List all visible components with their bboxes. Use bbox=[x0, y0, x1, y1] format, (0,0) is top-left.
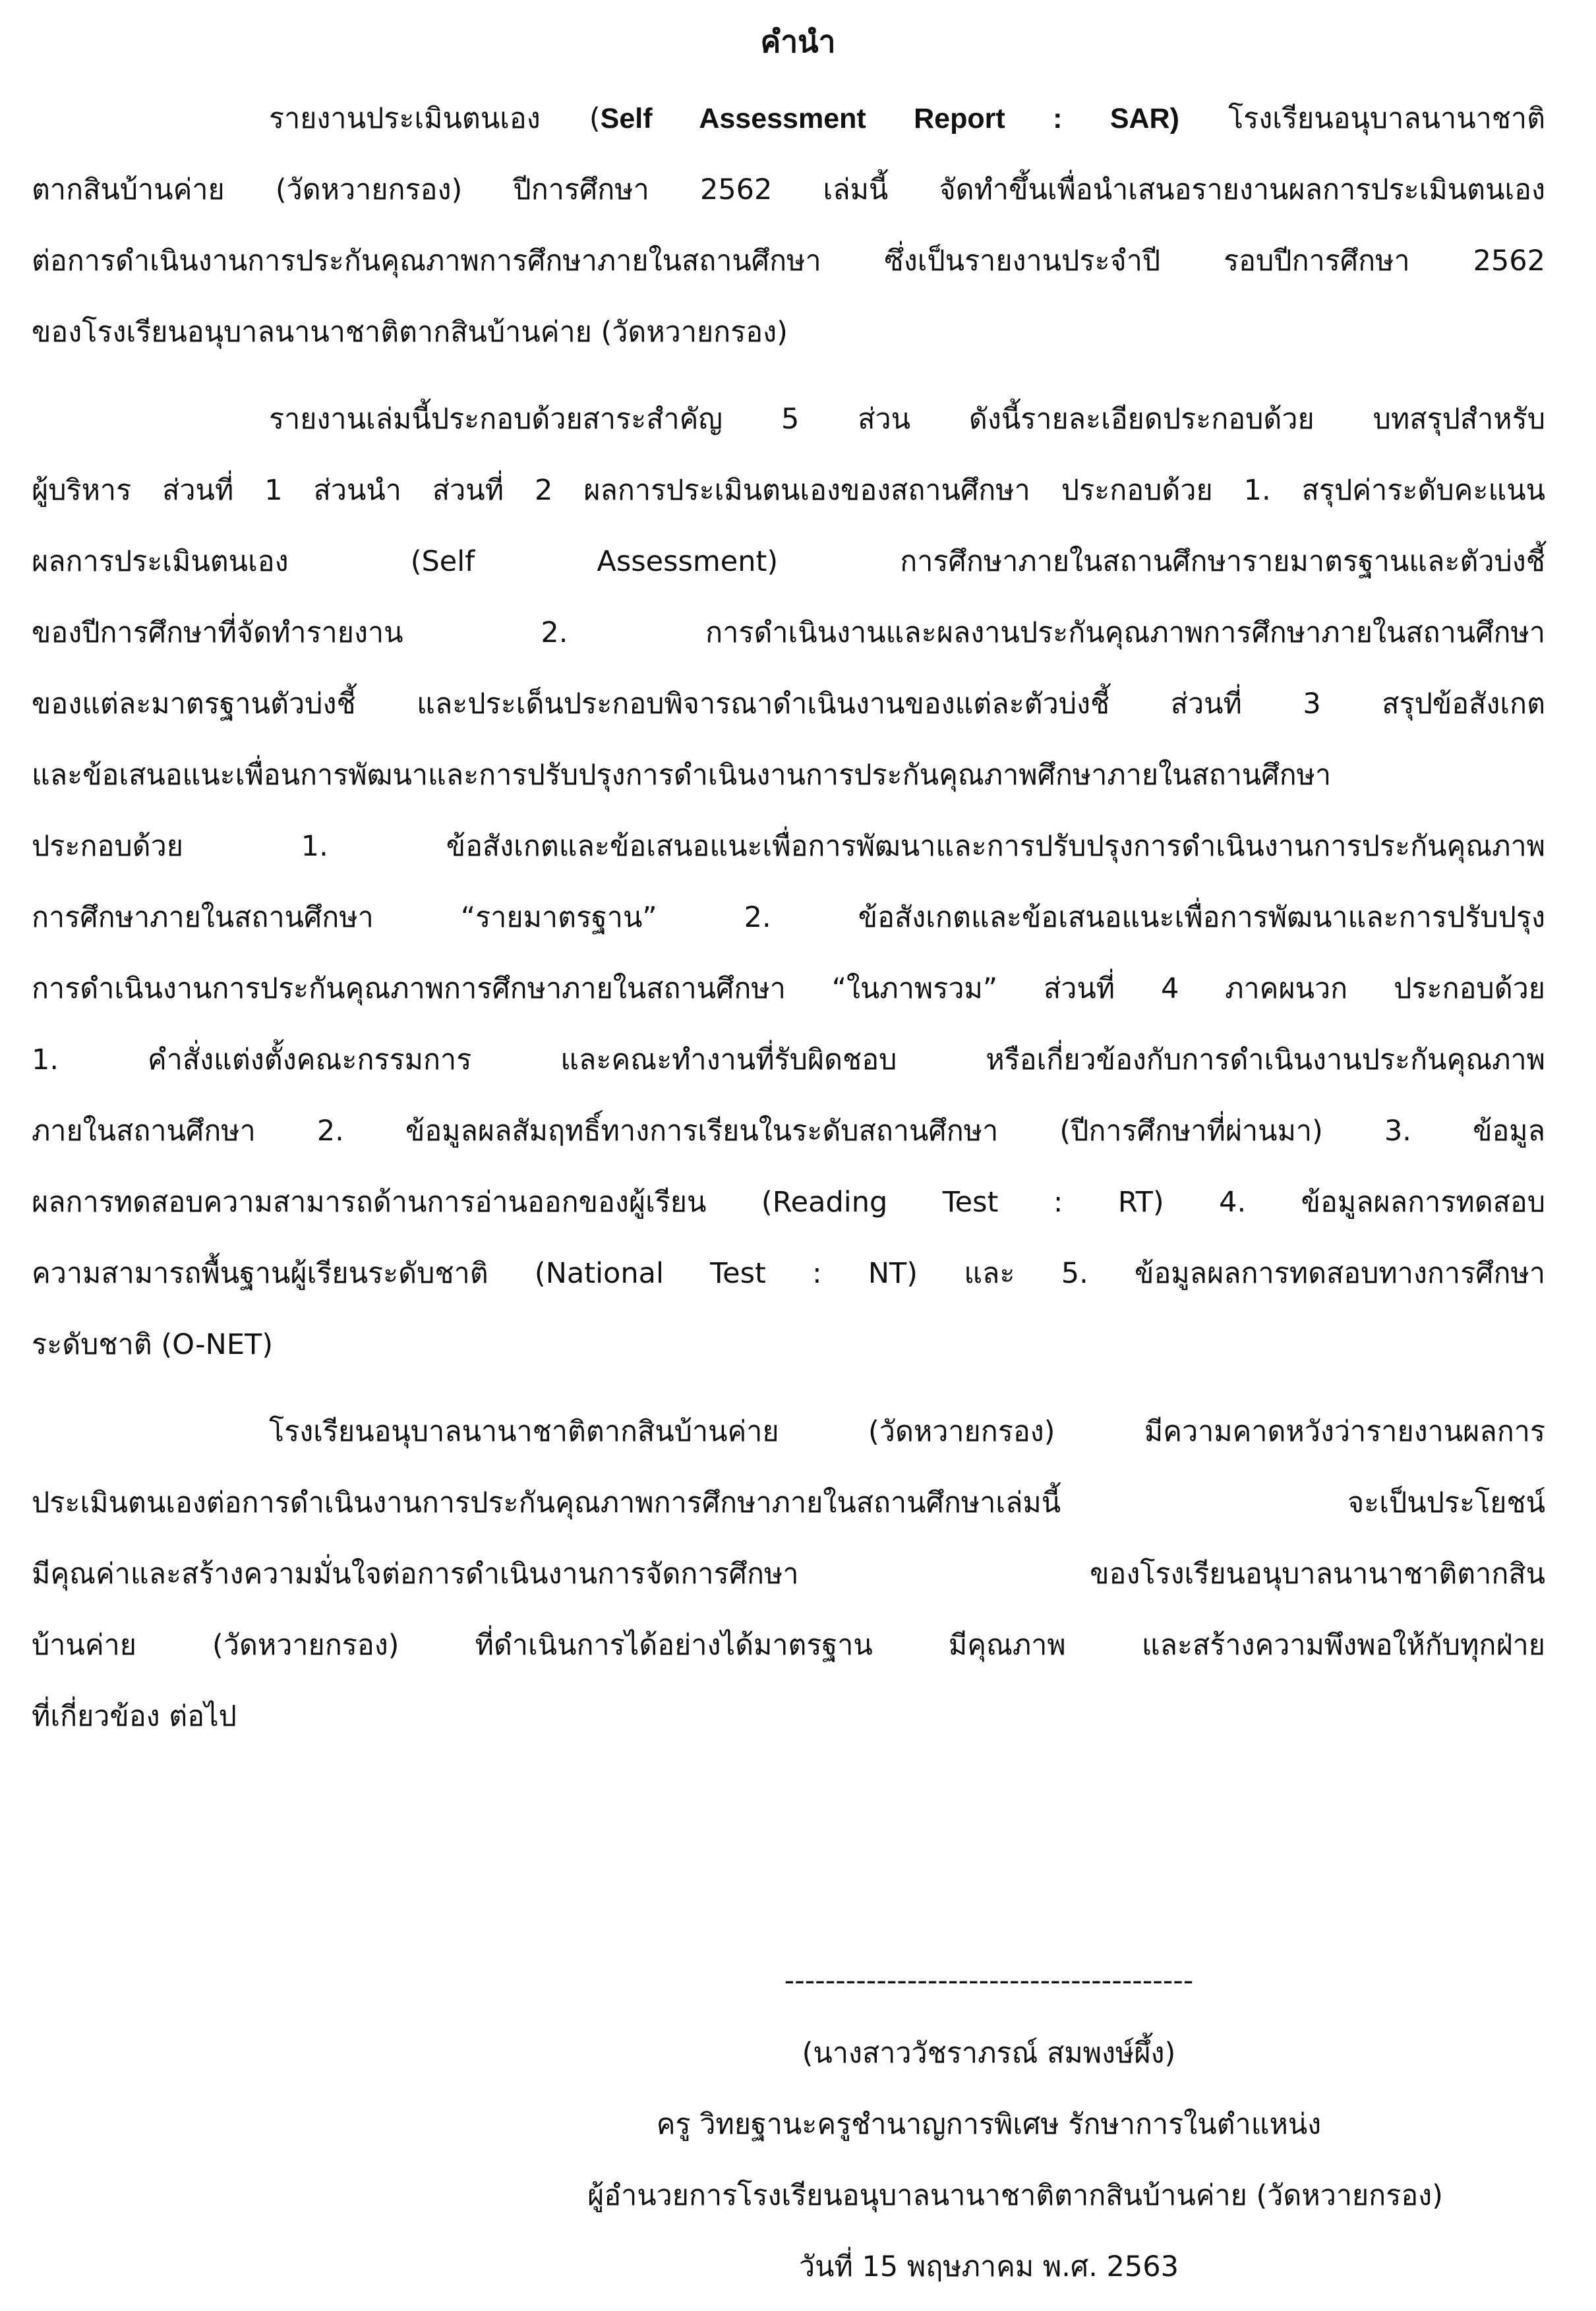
paragraph-2-line-12: ผลการทดสอบความสามารถด้านการอ่านออกของผู้เรียน (Reading Test : RT) 4. ข้อมูลผลการทดสอบ bbox=[32, 1186, 1545, 1219]
paragraph-2-line-4: ของปีการศึกษาที่จัดทำรายงาน 2. การดำเนินงานและผลงานประกันคุณภาพการศึกษาภายในสถานศึกษา bbox=[32, 616, 1545, 649]
signer-role: ผู้อำนวยการโรงเรียนอนุบาลนานาชาติตากสินบ้านค่าย (วัดหวายกรอง) bbox=[587, 2179, 1443, 2212]
signer-position: ครู วิทยฐานะครูชำนาญการพิเศษ รักษาการในตำแหน่ง bbox=[656, 2108, 1322, 2141]
paragraph-2-line-6: และข้อเสนอแนะเพื่อนการพัฒนาและการปรับปรุงการดำเนินงานการประกันคุณภาพศึกษาภายในสถานศึกษา bbox=[32, 759, 1332, 792]
paragraph-2-line-11: ภายในสถานศึกษา 2. ข้อมูลผลสัมฤทธิ์ทางการเรียนในระดับสถานศึกษา (ปีการศึกษาที่ผ่านมา) 3. ข้อมูล bbox=[32, 1115, 1545, 1148]
paragraph-2-line-13: ความสามารถพื้นฐานผู้เรียนระดับชาติ (National Test : NT) และ 5. ข้อมูลผลการทดสอบทางการศึกษา bbox=[32, 1257, 1545, 1290]
paragraph-2-line-10: 1. คำสั่งแต่งตั้งคณะกรรมการ และคณะทำงานที่รับผิดชอบ หรือเกี่ยวข้องกับการดำเนินงานประกันคุณภาพ bbox=[32, 1043, 1545, 1076]
paragraph-3-line-2: ประเมินตนเองต่อการดำเนินงานการประกันคุณภาพการศึกษาภายในสถานศึกษาเล่มนี้ จะเป็นประโยชน์ bbox=[32, 1486, 1545, 1519]
signer-name: (นางสาววัชราภรณ์ สมพงษ์ผึ้ง) bbox=[802, 2037, 1176, 2070]
paragraph-2-line-2: ผู้บริหาร ส่วนที่ 1 ส่วนนำ ส่วนที่ 2 ผลการประเมินตนเองของสถานศึกษา ประกอบด้วย 1. สรุปค่าระดับคะแนน bbox=[32, 474, 1545, 507]
paragraph-1-line-3: ต่อการดำเนินงานการประกันคุณภาพการศึกษาภายในสถานศึกษา ซึ่งเป็นรายงานประจำปี รอบปีการศึกษา 2562 bbox=[32, 245, 1545, 278]
paragraph-2-line-7: ประกอบด้วย 1. ข้อสังเกตและข้อเสนอแนะเพื่อการพัฒนาและการปรับปรุงการดำเนินงานการประกันคุณภาพ bbox=[32, 830, 1545, 863]
p1-line1-pre: รายงานประเมินตนเอง ( bbox=[269, 102, 601, 135]
paragraph-3-line-1: โรงเรียนอนุบาลนานาชาติตากสินบ้านค่าย (วัดหวายกรอง) มีความคาดหวังว่ารายงานผลการ bbox=[269, 1415, 1545, 1448]
paragraph-1-line-1 bbox=[269, 99, 1545, 138]
paragraph-3-line-5: ที่เกี่ยวข้อง ต่อไป bbox=[32, 1700, 237, 1733]
page-title: คำนำ bbox=[760, 24, 836, 59]
paragraph-2-line-5: ของแต่ละมาตรฐานตัวบ่งชี้ และประเด็นประกอบพิจารณาดำเนินงานของแต่ละตัวบ่งชี้ ส่วนที่ 3 สรุปข้อสังเกต bbox=[32, 687, 1545, 720]
paragraph-1-line-2: ตากสินบ้านค่าย (วัดหวายกรอง) ปีการศึกษา 2562 เล่มนี้ จัดทำขึ้นเพื่อนำเสนอรายงานผลการประเมินตนเอง bbox=[32, 173, 1545, 206]
paragraph-2-line-9: การดำเนินงานการประกันคุณภาพการศึกษาภายในสถานศึกษา “ในภาพรวม” ส่วนที่ 4 ภาคผนวก ประกอบด้วย bbox=[32, 972, 1545, 1005]
paragraph-1-line-4: ของโรงเรียนอนุบาลนานาชาติตากสินบ้านค่าย (วัดหวายกรอง) bbox=[32, 316, 788, 349]
paragraph-3-line-3: มีคุณค่าและสร้างความมั่นใจต่อการดำเนินงานการจัดการศึกษา ของโรงเรียนอนุบาลนานาชาติตากสิน bbox=[32, 1558, 1545, 1591]
p1-line1-bold: Self Assessment Report : SAR) bbox=[600, 103, 1179, 134]
p1-line1-post: โรงเรียนอนุบาลนานาชาติ bbox=[1179, 102, 1545, 135]
signature-line: ---------------------------------------- bbox=[784, 1964, 1194, 1997]
paragraph-2-line-1: รายงานเล่มนี้ประกอบด้วยสาระสำคัญ 5 ส่วน ดังนี้รายละเอียดประกอบด้วย บทสรุปสำหรับ bbox=[269, 403, 1545, 436]
paragraph-2-line-3: ผลการประเมินตนเอง (Self Assessment) การศึกษาภายในสถานศึกษารายมาตรฐานและตัวบ่งชี้ bbox=[32, 545, 1545, 578]
paragraph-3-line-4: บ้านค่าย (วัดหวายกรอง) ที่ดำเนินการได้อย่างได้มาตรฐาน มีคุณภาพ และสร้างความพึงพอให้กับทุกฝ่าย bbox=[32, 1629, 1545, 1662]
paragraph-2-line-14: ระดับชาติ (O-NET) bbox=[32, 1328, 274, 1361]
signature-date: วันที่ 15 พฤษภาคม พ.ศ. 2563 bbox=[798, 2250, 1179, 2283]
paragraph-2-line-8: การศึกษาภายในสถานศึกษา “รายมาตรฐาน” 2. ข้อสังเกตและข้อเสนอแนะเพื่อการพัฒนาและการปรับปรุง bbox=[32, 901, 1545, 934]
